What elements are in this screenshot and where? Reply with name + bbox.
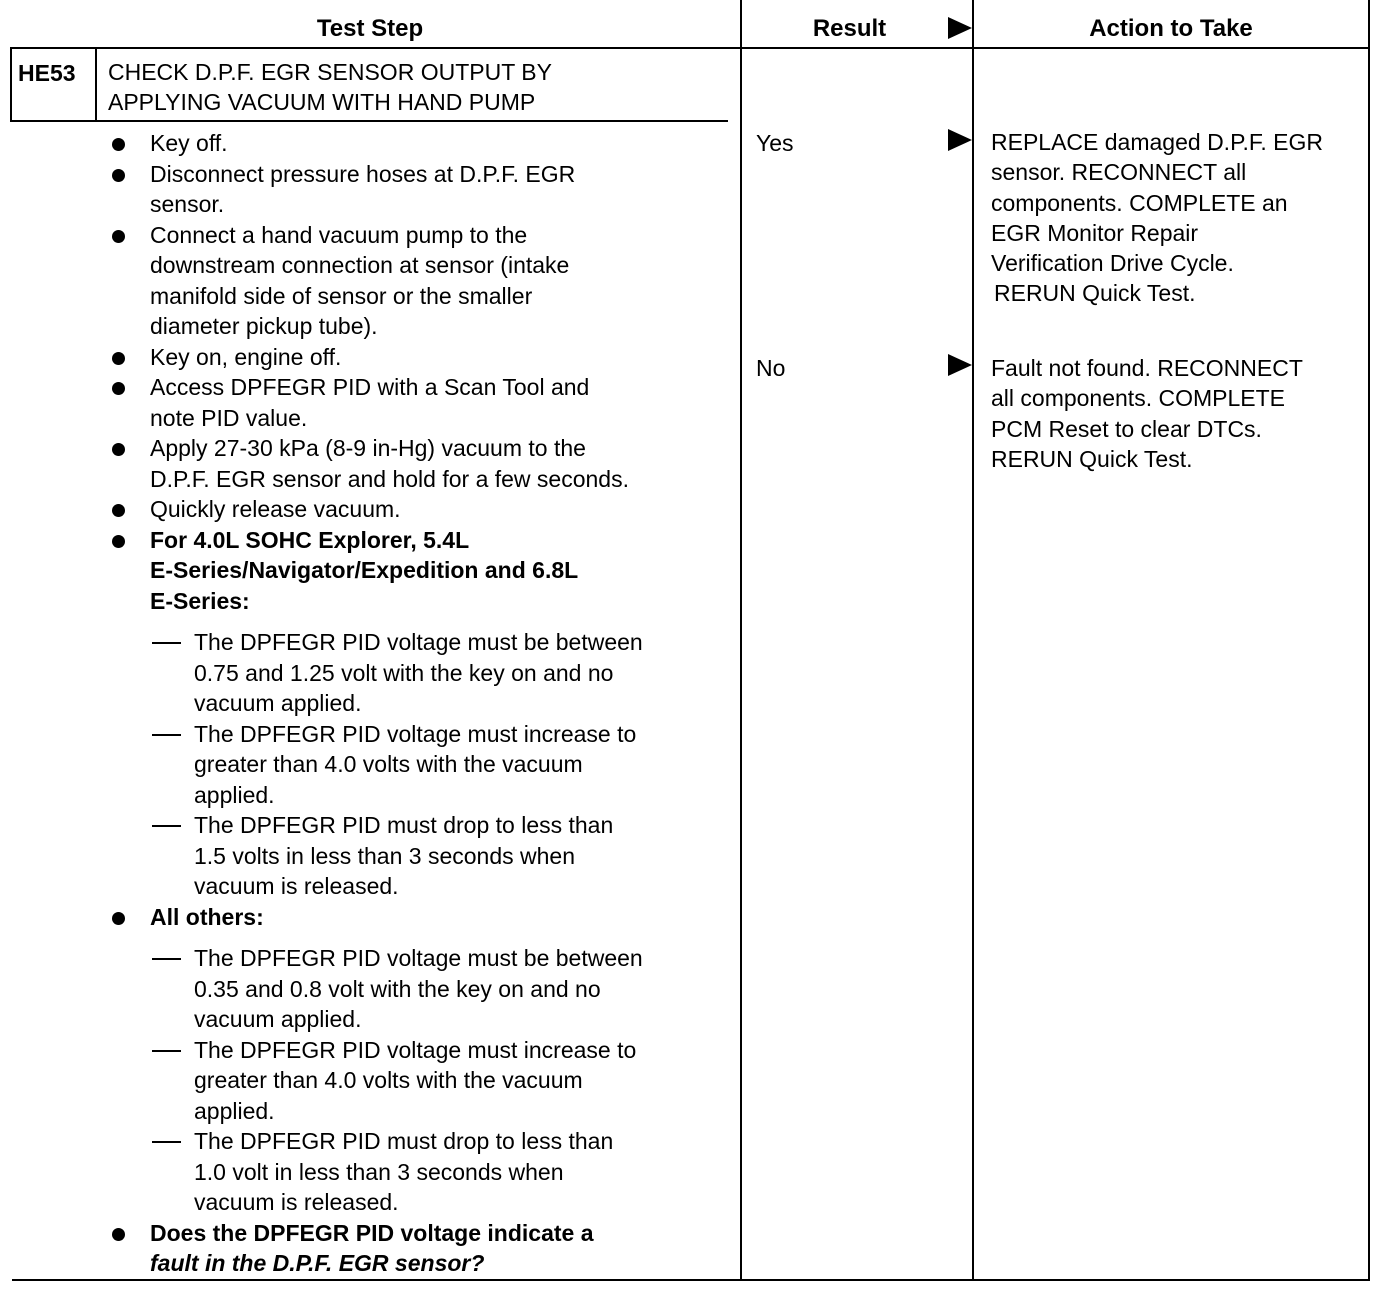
- bullet-icon: [112, 230, 125, 243]
- procedure-line: 1.5 volts in less than 3 seconds when: [194, 842, 576, 869]
- result-yes: Yes: [756, 130, 794, 156]
- header-test-step: Test Step: [316, 15, 424, 42]
- spacer: [104, 616, 716, 627]
- table-rule-bottom: [12, 1279, 1369, 1281]
- table-rule-header: [12, 47, 1369, 49]
- procedure-item: [104, 902, 716, 933]
- procedure-line: vacuum applied.: [194, 1006, 362, 1032]
- procedure-line: 1.0 volt in less than 3 seconds when: [194, 1158, 564, 1185]
- bullet-icon: [112, 443, 125, 456]
- procedure-line: The DPFEGR PID voltage must be between: [194, 629, 643, 655]
- column-divider-result: [740, 0, 742, 1281]
- table-border-left: [10, 47, 12, 120]
- action-line: PCM Reset to clear DTCs.: [991, 415, 1262, 442]
- procedure-line: The DPFEGR PID must drop to less than: [194, 812, 614, 838]
- procedure-line: Access DPFEGR PID with a Scan Tool and: [150, 374, 590, 400]
- step-title-line: APPLYING VACUUM WITH HAND PUMP: [108, 89, 536, 115]
- step-title-rule: [10, 120, 728, 122]
- procedure-subitem: [104, 1126, 716, 1218]
- bullet-icon: [112, 912, 125, 925]
- procedure-subitem: [104, 810, 716, 902]
- procedure-line: sensor.: [150, 191, 225, 217]
- action-line: RERUN Quick Test.: [991, 445, 1193, 472]
- bullet-icon: [112, 1228, 125, 1241]
- procedure-line: Key on, engine off.: [150, 343, 342, 370]
- procedure-line: All others:: [150, 903, 264, 930]
- dash-icon: [152, 825, 181, 827]
- procedure-line: greater than 4.0 volts with the vacuum: [194, 1067, 583, 1093]
- bullet-icon: [112, 352, 125, 365]
- bullet-icon: [112, 138, 125, 151]
- action-line: components. COMPLETE an: [991, 189, 1288, 216]
- procedure-line: vacuum is released.: [194, 1189, 399, 1215]
- bullet-icon: [112, 382, 125, 395]
- procedure-line: The DPFEGR PID voltage must increase to: [194, 1036, 637, 1063]
- procedure-line: Key off.: [150, 130, 228, 156]
- procedure-line: 0.75 and 1.25 volt with the key on and no: [194, 659, 614, 686]
- procedure-question: [104, 1218, 716, 1279]
- action-line: all components. COMPLETE: [991, 385, 1286, 412]
- procedure-item: [104, 128, 716, 159]
- procedure-item: [104, 159, 716, 220]
- procedure-line: The DPFEGR PID voltage must be between: [194, 945, 643, 971]
- action-line: Verification Drive Cycle.: [991, 250, 1234, 277]
- procedure-item: [104, 220, 716, 342]
- result-no: No: [756, 355, 786, 381]
- procedure-subitem: [104, 627, 716, 719]
- procedure-subitem: [104, 1035, 716, 1127]
- action-line: Fault not found. RECONNECT: [991, 355, 1303, 381]
- procedure-line: 0.35 and 0.8 volt with the key on and no: [194, 975, 601, 1002]
- procedure-line: vacuum applied.: [194, 690, 362, 716]
- bullet-icon: [112, 535, 125, 548]
- procedure-item: [104, 372, 716, 433]
- header-action: Action to Take: [1089, 15, 1253, 42]
- procedure-line: fault in the D.P.F. EGR sensor?: [150, 1250, 485, 1276]
- step-title-line: CHECK D.P.F. EGR SENSOR OUTPUT BY: [108, 59, 552, 85]
- procedure-line: For 4.0L SOHC Explorer, 5.4L: [150, 526, 470, 553]
- procedure-line: The DPFEGR PID must drop to less than: [194, 1128, 614, 1154]
- step-code-divider: [95, 47, 97, 121]
- procedure-line: manifold side of sensor or the smaller: [150, 282, 533, 309]
- bullet-icon: [112, 169, 125, 182]
- procedure-item: [104, 433, 716, 494]
- procedure-line: D.P.F. EGR sensor and hold for a few seconds.: [150, 465, 629, 492]
- dash-icon: [152, 734, 181, 736]
- procedure-line: Quickly release vacuum.: [150, 496, 401, 522]
- procedure-line: downstream connection at sensor (intake: [150, 252, 570, 278]
- procedure-line: The DPFEGR PID voltage must increase to: [194, 720, 637, 747]
- procedure-line: E-Series:: [150, 587, 250, 614]
- step-title: [108, 57, 728, 117]
- dash-icon: [152, 1050, 181, 1052]
- header-arrow-icon: [948, 17, 972, 39]
- procedure-line: greater than 4.0 volts with the vacuum: [194, 751, 583, 777]
- procedure-item: [104, 525, 716, 617]
- bullet-icon: [112, 504, 125, 517]
- procedure-subitem: [104, 943, 716, 1035]
- dash-icon: [152, 1141, 181, 1143]
- action-line: RERUN Quick Test.: [994, 280, 1196, 307]
- step-code: HE53: [18, 60, 76, 86]
- procedure-line: Does the DPFEGR PID voltage indicate a: [150, 1219, 594, 1246]
- result-yes-arrow-icon: [948, 129, 972, 151]
- header-result: Result: [812, 15, 887, 42]
- procedure-line: applied.: [194, 1097, 275, 1124]
- procedure-line: Connect a hand vacuum pump to the: [150, 221, 528, 248]
- procedure-line: diameter pickup tube).: [150, 313, 378, 339]
- procedure-line: Apply 27-30 kPa (8-9 in-Hg) vacuum to the: [150, 435, 586, 461]
- action-line: EGR Monitor Repair: [991, 219, 1199, 246]
- procedure-line: vacuum is released.: [194, 873, 399, 899]
- procedure-list: [104, 128, 716, 1279]
- procedure-line: Disconnect pressure hoses at D.P.F. EGR: [150, 160, 576, 187]
- result-no-arrow-icon: [948, 354, 972, 376]
- procedure-line: E-Series/Navigator/Expedition and 6.8L: [150, 557, 579, 583]
- procedure-item: [104, 342, 716, 373]
- action-line: REPLACE damaged D.P.F. EGR: [991, 129, 1323, 155]
- procedure-subitem: [104, 719, 716, 811]
- spacer: [104, 932, 716, 943]
- column-divider-action: [972, 0, 974, 1281]
- action-yes: [991, 127, 1369, 309]
- action-no: [991, 353, 1369, 474]
- procedure-line: note PID value.: [150, 404, 308, 431]
- procedure-item: [104, 494, 716, 525]
- dash-icon: [152, 642, 181, 644]
- procedure-line: applied.: [194, 781, 275, 808]
- action-line: sensor. RECONNECT all: [991, 159, 1247, 186]
- dash-icon: [152, 958, 181, 960]
